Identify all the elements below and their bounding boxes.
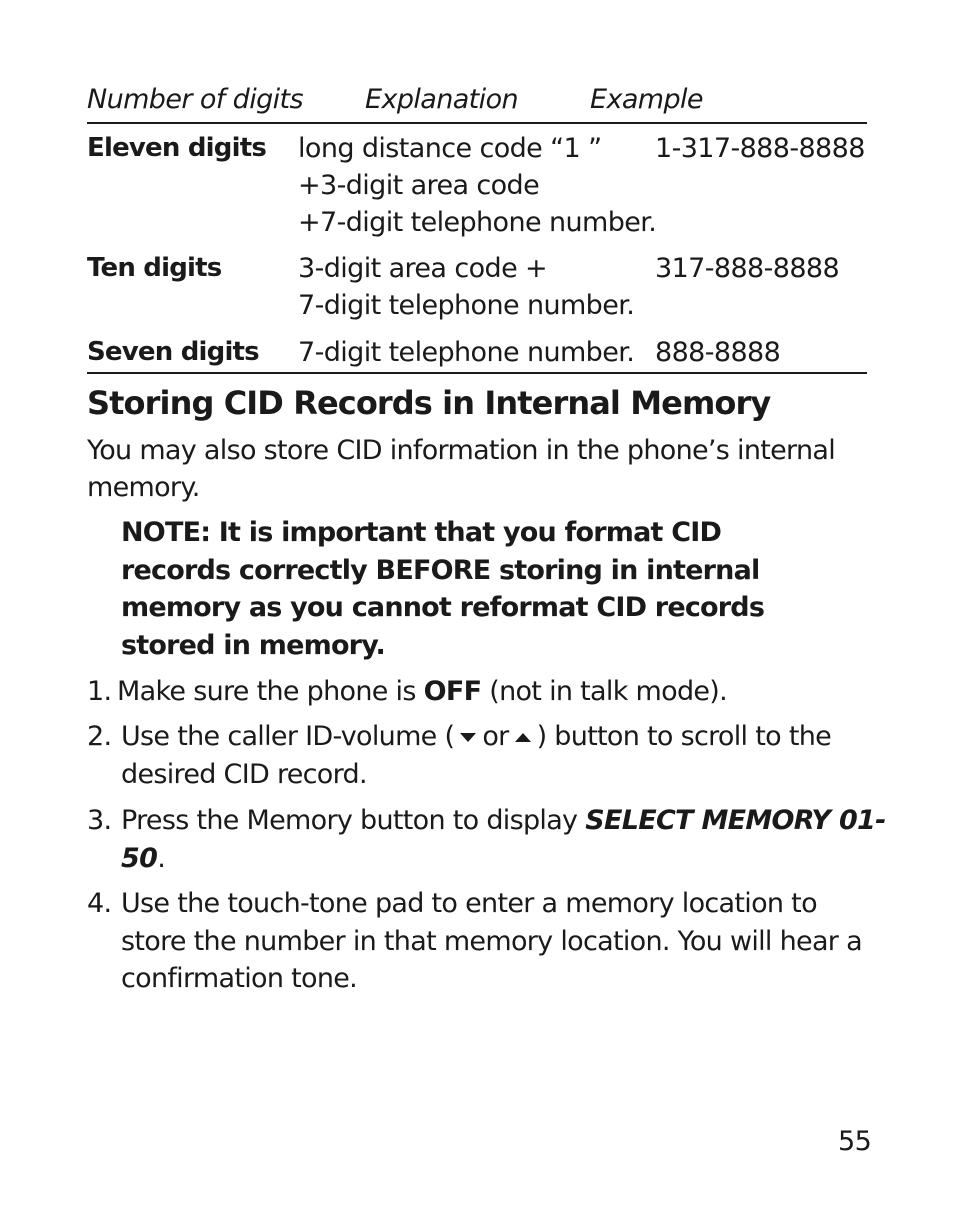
row-example: 317-888-8888: [655, 253, 840, 284]
intro-line: memory.: [87, 472, 200, 503]
table-header: [87, 84, 867, 124]
display-message: 50: [121, 842, 158, 874]
step-text: [117, 673, 863, 711]
row-example: 888-8888: [655, 337, 781, 368]
step-text-part: or: [482, 721, 509, 752]
table-row: [87, 334, 867, 374]
intro-line: You may also store CID information in the phone’s internal: [87, 435, 836, 466]
note-block: [121, 514, 867, 664]
step-text-part: Make sure the phone is: [117, 676, 424, 707]
explanation-line: +3-digit area code: [298, 170, 540, 201]
step-text-part: (not in talk mode).: [481, 676, 728, 707]
header-example: Example: [590, 84, 703, 115]
row-label: Eleven digits: [87, 133, 267, 163]
intro-paragraph: [87, 432, 867, 506]
step-text-part: .: [157, 842, 166, 874]
note-line: stored in memory.: [121, 629, 385, 661]
arrow-down-icon: [460, 733, 476, 742]
note-line: records correctly BEFORE storing in internal: [121, 554, 760, 586]
row-explanation: [298, 334, 634, 371]
step-text-line: Use the touch-tone pad to enter a memory location to: [121, 888, 817, 919]
header-explanation: Explanation: [365, 84, 519, 115]
header-number-of-digits: Number of digits: [87, 84, 303, 115]
explanation-line: +7-digit telephone number.: [298, 207, 657, 238]
row-label: Ten digits: [87, 253, 222, 283]
note-line: memory as you cannot reformat CID records: [121, 592, 765, 623]
step-text-line: store the number in that memory location. You will hear a: [121, 925, 862, 957]
explanation-line: 7-digit telephone number.: [298, 337, 635, 368]
row-label: Seven digits: [87, 337, 259, 367]
display-message: SELECT MEMORY 01-: [585, 805, 886, 836]
step-text-part: Press the Memory button to display: [121, 805, 586, 836]
row-explanation: [298, 250, 634, 324]
step-number: 1.: [87, 676, 112, 707]
explanation-line: 7-digit telephone number.: [298, 290, 635, 321]
explanation-line: long distance code “1 ”: [298, 133, 602, 164]
step-text-line: confirmation tone.: [121, 963, 358, 994]
step-text-part: ) button to scroll to the: [536, 721, 832, 752]
section-title: Storing CID Records in Internal Memory: [87, 384, 771, 422]
note-line: NOTE: It is important that you format CID: [121, 517, 722, 548]
step-number: 3.: [87, 805, 112, 836]
step-number: 4.: [87, 888, 112, 919]
page-number: 55: [838, 1126, 872, 1157]
explanation-line: 3-digit area code +: [298, 253, 548, 284]
step-text-part: Use the caller ID-volume (: [121, 721, 455, 752]
step-text: [121, 885, 867, 998]
step-text-line: desired CID record.: [121, 758, 367, 790]
row-example: 1-317-888-8888: [655, 133, 865, 164]
row-explanation: [298, 130, 656, 241]
step-text: [121, 718, 867, 793]
off-keyword: OFF: [423, 676, 482, 707]
step-number: 2.: [87, 721, 112, 752]
step-text: [121, 802, 886, 877]
arrow-up-icon: [515, 733, 531, 742]
